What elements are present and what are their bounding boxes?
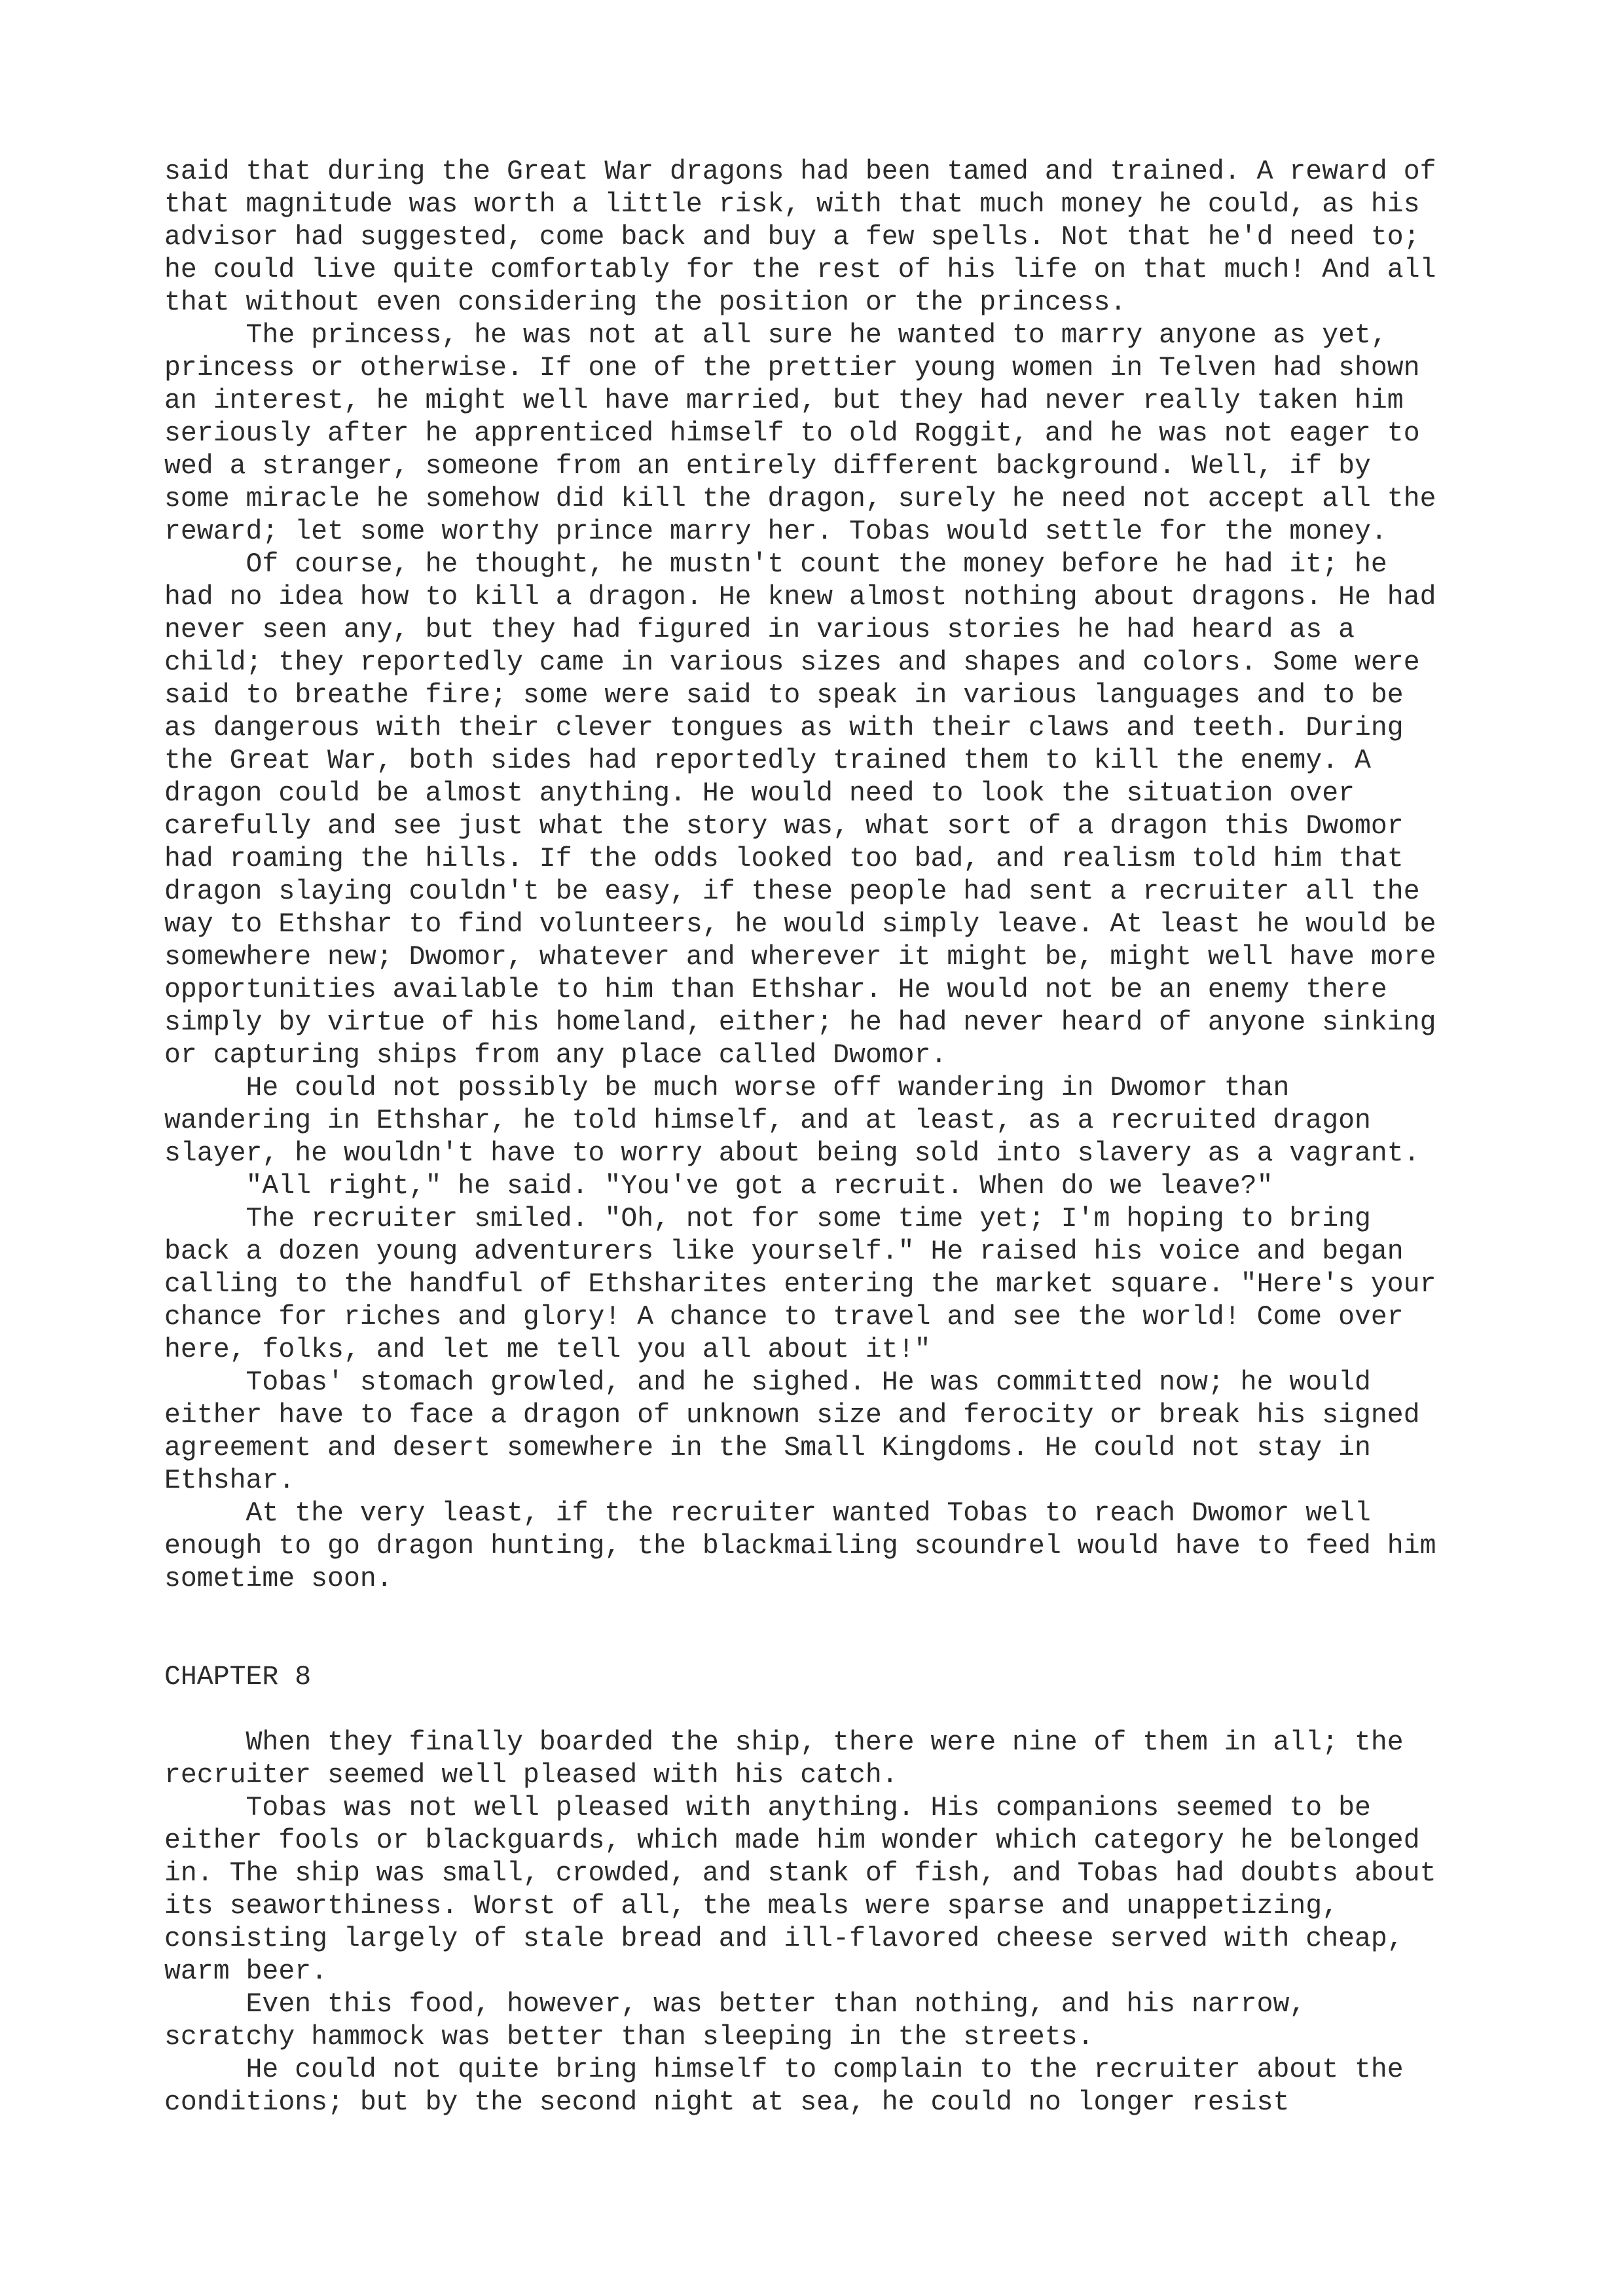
text-line: Ethshar. [164,1465,295,1496]
text-line: "All right," he said. "You've got a recruit. When do we leave?" [164,1171,1273,1202]
text-line: either fools or blackguards, which made him wonder which category he belonged [164,1825,1420,1856]
body-text-block-2 [164,1727,1474,2119]
text-line: princess or otherwise. If one of the prettier young women in Telven had shown [164,353,1420,384]
text-line: carefully and see just what the story was, what sort of a dragon this Dwomor [164,811,1404,842]
text-line: that magnitude was worth a little risk, with that much money he could, as his [164,189,1420,220]
text-line: never seen any, but they had figured in various stories he had heard as a [164,615,1355,645]
text-line: At the very least, if the recruiter wanted Tobas to reach Dwomor well [164,1498,1371,1529]
text-line: as dangerous with their clever tongues as with their claws and teeth. During [164,713,1404,744]
text-line: chance for riches and glory! A chance to travel and see the world! Come over [164,1302,1404,1333]
text-line: advisor had suggested, come back and buy a few spells. Not that he'd need to; [164,222,1420,253]
text-line: warm beer. [164,1956,328,1987]
text-line: dragon could be almost anything. He would need to look the situation over [164,778,1355,809]
text-line: Of course, he thought, he mustn't count the money before he had it; he [164,549,1387,580]
text-line: dragon slaying couldn't be easy, if these people had sent a recruiter all the [164,876,1420,907]
text-line: simply by virtue of his homeland, either; he had never heard of anyone sinking [164,1007,1436,1038]
text-line: said that during the Great War dragons had been tamed and trained. A reward of [164,156,1436,187]
text-line: When they finally boarded the ship, there were nine of them in all; the [164,1727,1404,1758]
text-line: had no idea how to kill a dragon. He knew almost nothing about dragons. He had [164,582,1436,613]
text-line: child; they reportedly came in various sizes and shapes and colors. Some were [164,647,1420,678]
text-line: The princess, he was not at all sure he wanted to marry anyone as yet, [164,320,1387,351]
text-line: had roaming the hills. If the odds looked too bad, and realism told him that [164,844,1404,874]
text-line: some miracle he somehow did kill the dragon, surely he need not accept all the [164,484,1436,514]
text-line: its seaworthiness. Worst of all, the meals were sparse and unappetizing, [164,1891,1339,1922]
body-text-block-1 [164,156,1474,1596]
text-line: He could not possibly be much worse off wandering in Dwomor than [164,1073,1290,1103]
text-line: The recruiter smiled. "Oh, not for some time yet; I'm hoping to bring [164,1204,1371,1234]
text-line: reward; let some worthy prince marry her. Tobas would settle for the money. [164,516,1387,547]
text-line: here, folks, and let me tell you all about it!" [164,1335,931,1365]
text-line: slayer, he wouldn't have to worry about being sold into slavery as a vagrant. [164,1138,1420,1169]
text-line: calling to the handful of Ethsharites entering the market square. "Here's your [164,1269,1436,1300]
text-line: somewhere new; Dwomor, whatever and wherever it might be, might well have more [164,942,1436,973]
text-line: enough to go dragon hunting, the blackmailing scoundrel would have to feed him [164,1531,1436,1562]
text-line: seriously after he apprenticed himself to old Roggit, and he was not eager to [164,418,1420,449]
text-line: he could live quite comfortably for the rest of his life on that much! And all [164,255,1436,285]
text-line: that without even considering the position or the princess. [164,287,1127,318]
text-line: or capturing ships from any place called Dwomor. [164,1040,947,1071]
text-line: recruiter seemed well pleased with his catch. [164,1760,898,1791]
text-line: said to breathe fire; some were said to speak in various languages and to be [164,680,1404,711]
text-line: Tobas' stomach growled, and he sighed. He was committed now; he would [164,1367,1371,1398]
text-line: Even this food, however, was better than nothing, and his narrow, [164,1989,1306,2020]
text-line: wed a stranger, someone from an entirely different background. Well, if by [164,451,1371,482]
text-line: agreement and desert somewhere in the Small Kingdoms. He could not stay in [164,1433,1371,1463]
text-line: conditions; but by the second night at sea, he could no longer resist [164,2087,1290,2118]
text-line: sometime soon. [164,1564,393,1594]
chapter-heading: CHAPTER 8 [164,1662,312,1693]
text-line: in. The ship was small, crowded, and stank of fish, and Tobas had doubts about [164,1858,1436,1889]
text-line: scratchy hammock was better than sleeping in the streets. [164,2022,1094,2053]
text-line: back a dozen young adventurers like yourself." He raised his voice and began [164,1236,1404,1267]
text-line: either have to face a dragon of unknown size and ferocity or break his signed [164,1400,1420,1431]
text-line: He could not quite bring himself to complain to the recruiter about the [164,2054,1404,2085]
text-line: opportunities available to him than Ethshar. He would not be an enemy there [164,975,1387,1005]
text-line: Tobas was not well pleased with anything. His companions seemed to be [164,1793,1371,1823]
text-line: an interest, he might well have married, but they had never really taken him [164,386,1404,416]
text-line: way to Ethshar to find volunteers, he would simply leave. At least he would be [164,909,1436,940]
text-line: consisting largely of stale bread and ill-flavored cheese served with cheap, [164,1924,1404,1954]
text-line: the Great War, both sides had reportedly trained them to kill the enemy. A [164,745,1371,776]
text-line: wandering in Ethshar, he told himself, and at least, as a recruited dragon [164,1105,1371,1136]
